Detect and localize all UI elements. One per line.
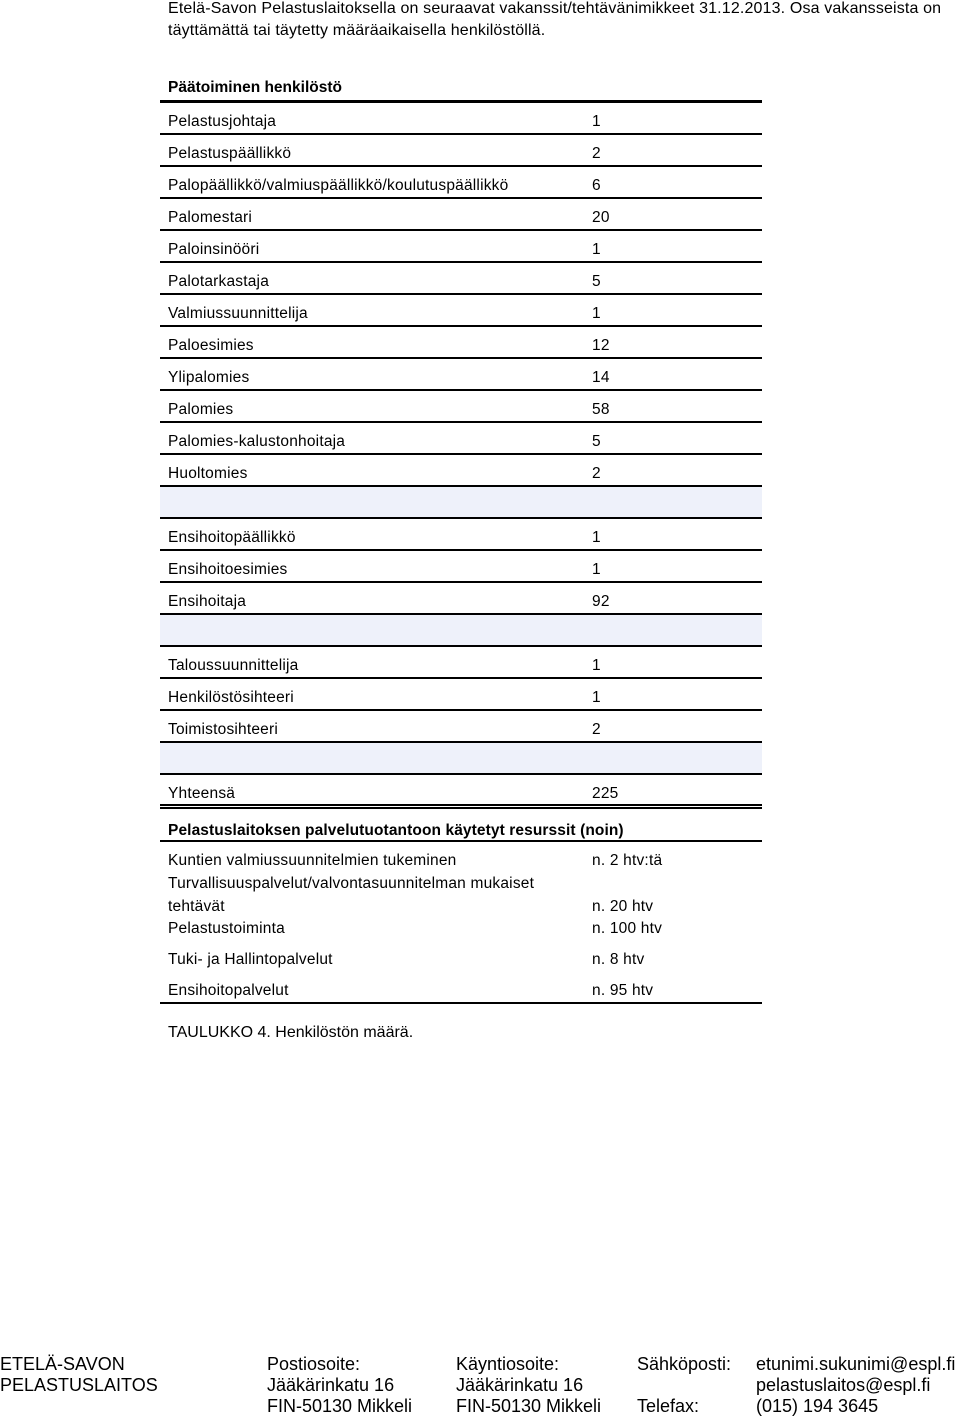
staff-row: [160, 167, 762, 199]
resources-block: [160, 842, 762, 1004]
staff-count: 1: [592, 561, 601, 578]
intro-text: [168, 0, 960, 42]
resource-label: Ensihoitopalvelut: [168, 982, 289, 999]
total-row: [160, 775, 762, 809]
staff-title: Huoltomies: [168, 465, 248, 482]
footer-fax-number: (015) 194 3645: [756, 1396, 879, 1416]
staff-table-header: Päätoiminen henkilöstö: [160, 70, 762, 103]
footer-email-label: Sähköposti:: [637, 1354, 732, 1374]
staff-count: 1: [592, 305, 601, 322]
staff-title: Ensihoitopäällikkö: [168, 529, 296, 546]
resources-title: Pelastuslaitoksen palvelutuotantoon käytetyt resurssit (noin): [160, 809, 762, 842]
staff-group-admin: [160, 647, 762, 743]
staff-row: [160, 295, 762, 327]
staff-count: 5: [592, 433, 601, 450]
blank-separator-row: [160, 615, 762, 647]
resource-label: Turvallisuuspalvelut/valvontasuunnitelman mukaiset: [168, 875, 535, 892]
staff-title: Paloinsinööri: [168, 241, 260, 258]
staff-table: [160, 70, 762, 1004]
staff-row: [160, 583, 762, 615]
staff-count: 1: [592, 241, 601, 258]
staff-title: Palomies-kalustonhoitaja: [168, 433, 346, 450]
total-label: Yhteensä: [168, 785, 236, 802]
staff-title: Ensihoitaja: [168, 593, 247, 610]
staff-title: Pelastusjohtaja: [168, 113, 277, 130]
staff-count: 58: [592, 401, 610, 418]
footer-postal-city: FIN-50130 Mikkeli: [267, 1396, 413, 1416]
staff-count: 92: [592, 593, 610, 610]
resource-value: n. 8 htv: [592, 951, 645, 968]
footer-visit-label: Käyntiosoite:: [456, 1354, 560, 1374]
staff-title: Ylipalomies: [168, 369, 250, 386]
resource-label: Tuki- ja Hallintopalvelut: [168, 951, 333, 968]
footer-email-general: pelastuslaitos@espl.fi: [756, 1375, 931, 1395]
resource-label: tehtävät: [168, 898, 225, 915]
resource-value: n. 100 htv: [592, 920, 663, 937]
blank-separator-row: [160, 743, 762, 775]
staff-title: Palomestari: [168, 209, 253, 226]
staff-count: 1: [592, 689, 601, 706]
staff-title: Paloesimies: [168, 337, 254, 354]
staff-count: 12: [592, 337, 610, 354]
staff-row: [160, 647, 762, 679]
staff-count: 1: [592, 113, 601, 130]
staff-title: Palomies: [168, 401, 234, 418]
staff-title: Valmiussuunnittelija: [168, 305, 308, 322]
staff-count: 1: [592, 529, 601, 546]
staff-count: 5: [592, 273, 601, 290]
intro-line-2: täyttämättä tai täytetty määräaikaisella henkilöstöllä.: [168, 22, 546, 39]
staff-row: [160, 103, 762, 135]
staff-row: [160, 135, 762, 167]
resource-value: n. 2 htv:tä: [592, 852, 663, 869]
staff-row: [160, 199, 762, 231]
staff-title: Toimistosihteeri: [168, 721, 279, 738]
staff-row: [160, 711, 762, 743]
intro-line-1: Etelä-Savon Pelastuslaitoksella on seuraavat vakanssit/tehtävänimikkeet 31.12.2013. Osa vakansseista on: [168, 0, 942, 17]
staff-row: [160, 519, 762, 551]
resource-value: n. 95 htv: [592, 982, 654, 999]
footer-fax-label: Telefax:: [637, 1396, 700, 1416]
staff-count: 2: [592, 465, 601, 482]
staff-group-ems: [160, 519, 762, 615]
resource-label: Kuntien valmiussuunnitelmien tukeminen: [168, 852, 457, 869]
staff-row: [160, 231, 762, 263]
footer-postal-street: Jääkärinkatu 16: [267, 1375, 395, 1395]
staff-group-rescue: [160, 103, 762, 487]
staff-row: [160, 327, 762, 359]
staff-count: 6: [592, 177, 601, 194]
total-value: 225: [592, 785, 619, 802]
footer-postal-label: Postiosoite:: [267, 1354, 361, 1374]
staff-title: Pelastuspäällikkö: [168, 145, 292, 162]
blank-separator-row: [160, 487, 762, 519]
footer-org-line-1: ETELÄ-SAVON: [0, 1354, 125, 1374]
staff-title: Henkilöstösihteeri: [168, 689, 294, 706]
staff-title: Taloussuunnittelija: [168, 657, 299, 674]
table-caption: TAULUKKO 4. Henkilöstön määrä.: [168, 1024, 414, 1041]
staff-count: 2: [592, 145, 601, 162]
staff-count: 14: [592, 369, 610, 386]
staff-row: [160, 263, 762, 295]
staff-title: Palotarkastaja: [168, 273, 270, 290]
staff-row: [160, 423, 762, 455]
footer-visit-street: Jääkärinkatu 16: [456, 1375, 584, 1395]
staff-row: [160, 455, 762, 487]
footer-email-personal: etunimi.sukunimi@espl.fi: [756, 1354, 956, 1374]
footer-visit-city: FIN-50130 Mikkeli: [456, 1396, 602, 1416]
staff-count: 1: [592, 657, 601, 674]
footer-org-line-2: PELASTUSLAITOS: [0, 1375, 158, 1395]
staff-title: Palopäällikkö/valmiuspäällikkö/koulutuspäällikkö: [168, 177, 509, 194]
staff-count: 20: [592, 209, 610, 226]
staff-count: 2: [592, 721, 601, 738]
resource-value: n. 20 htv: [592, 898, 654, 915]
staff-row: [160, 551, 762, 583]
staff-row: [160, 679, 762, 711]
staff-title: Ensihoitoesimies: [168, 561, 288, 578]
resource-label: Pelastustoiminta: [168, 920, 285, 937]
staff-row: [160, 391, 762, 423]
staff-row: [160, 359, 762, 391]
